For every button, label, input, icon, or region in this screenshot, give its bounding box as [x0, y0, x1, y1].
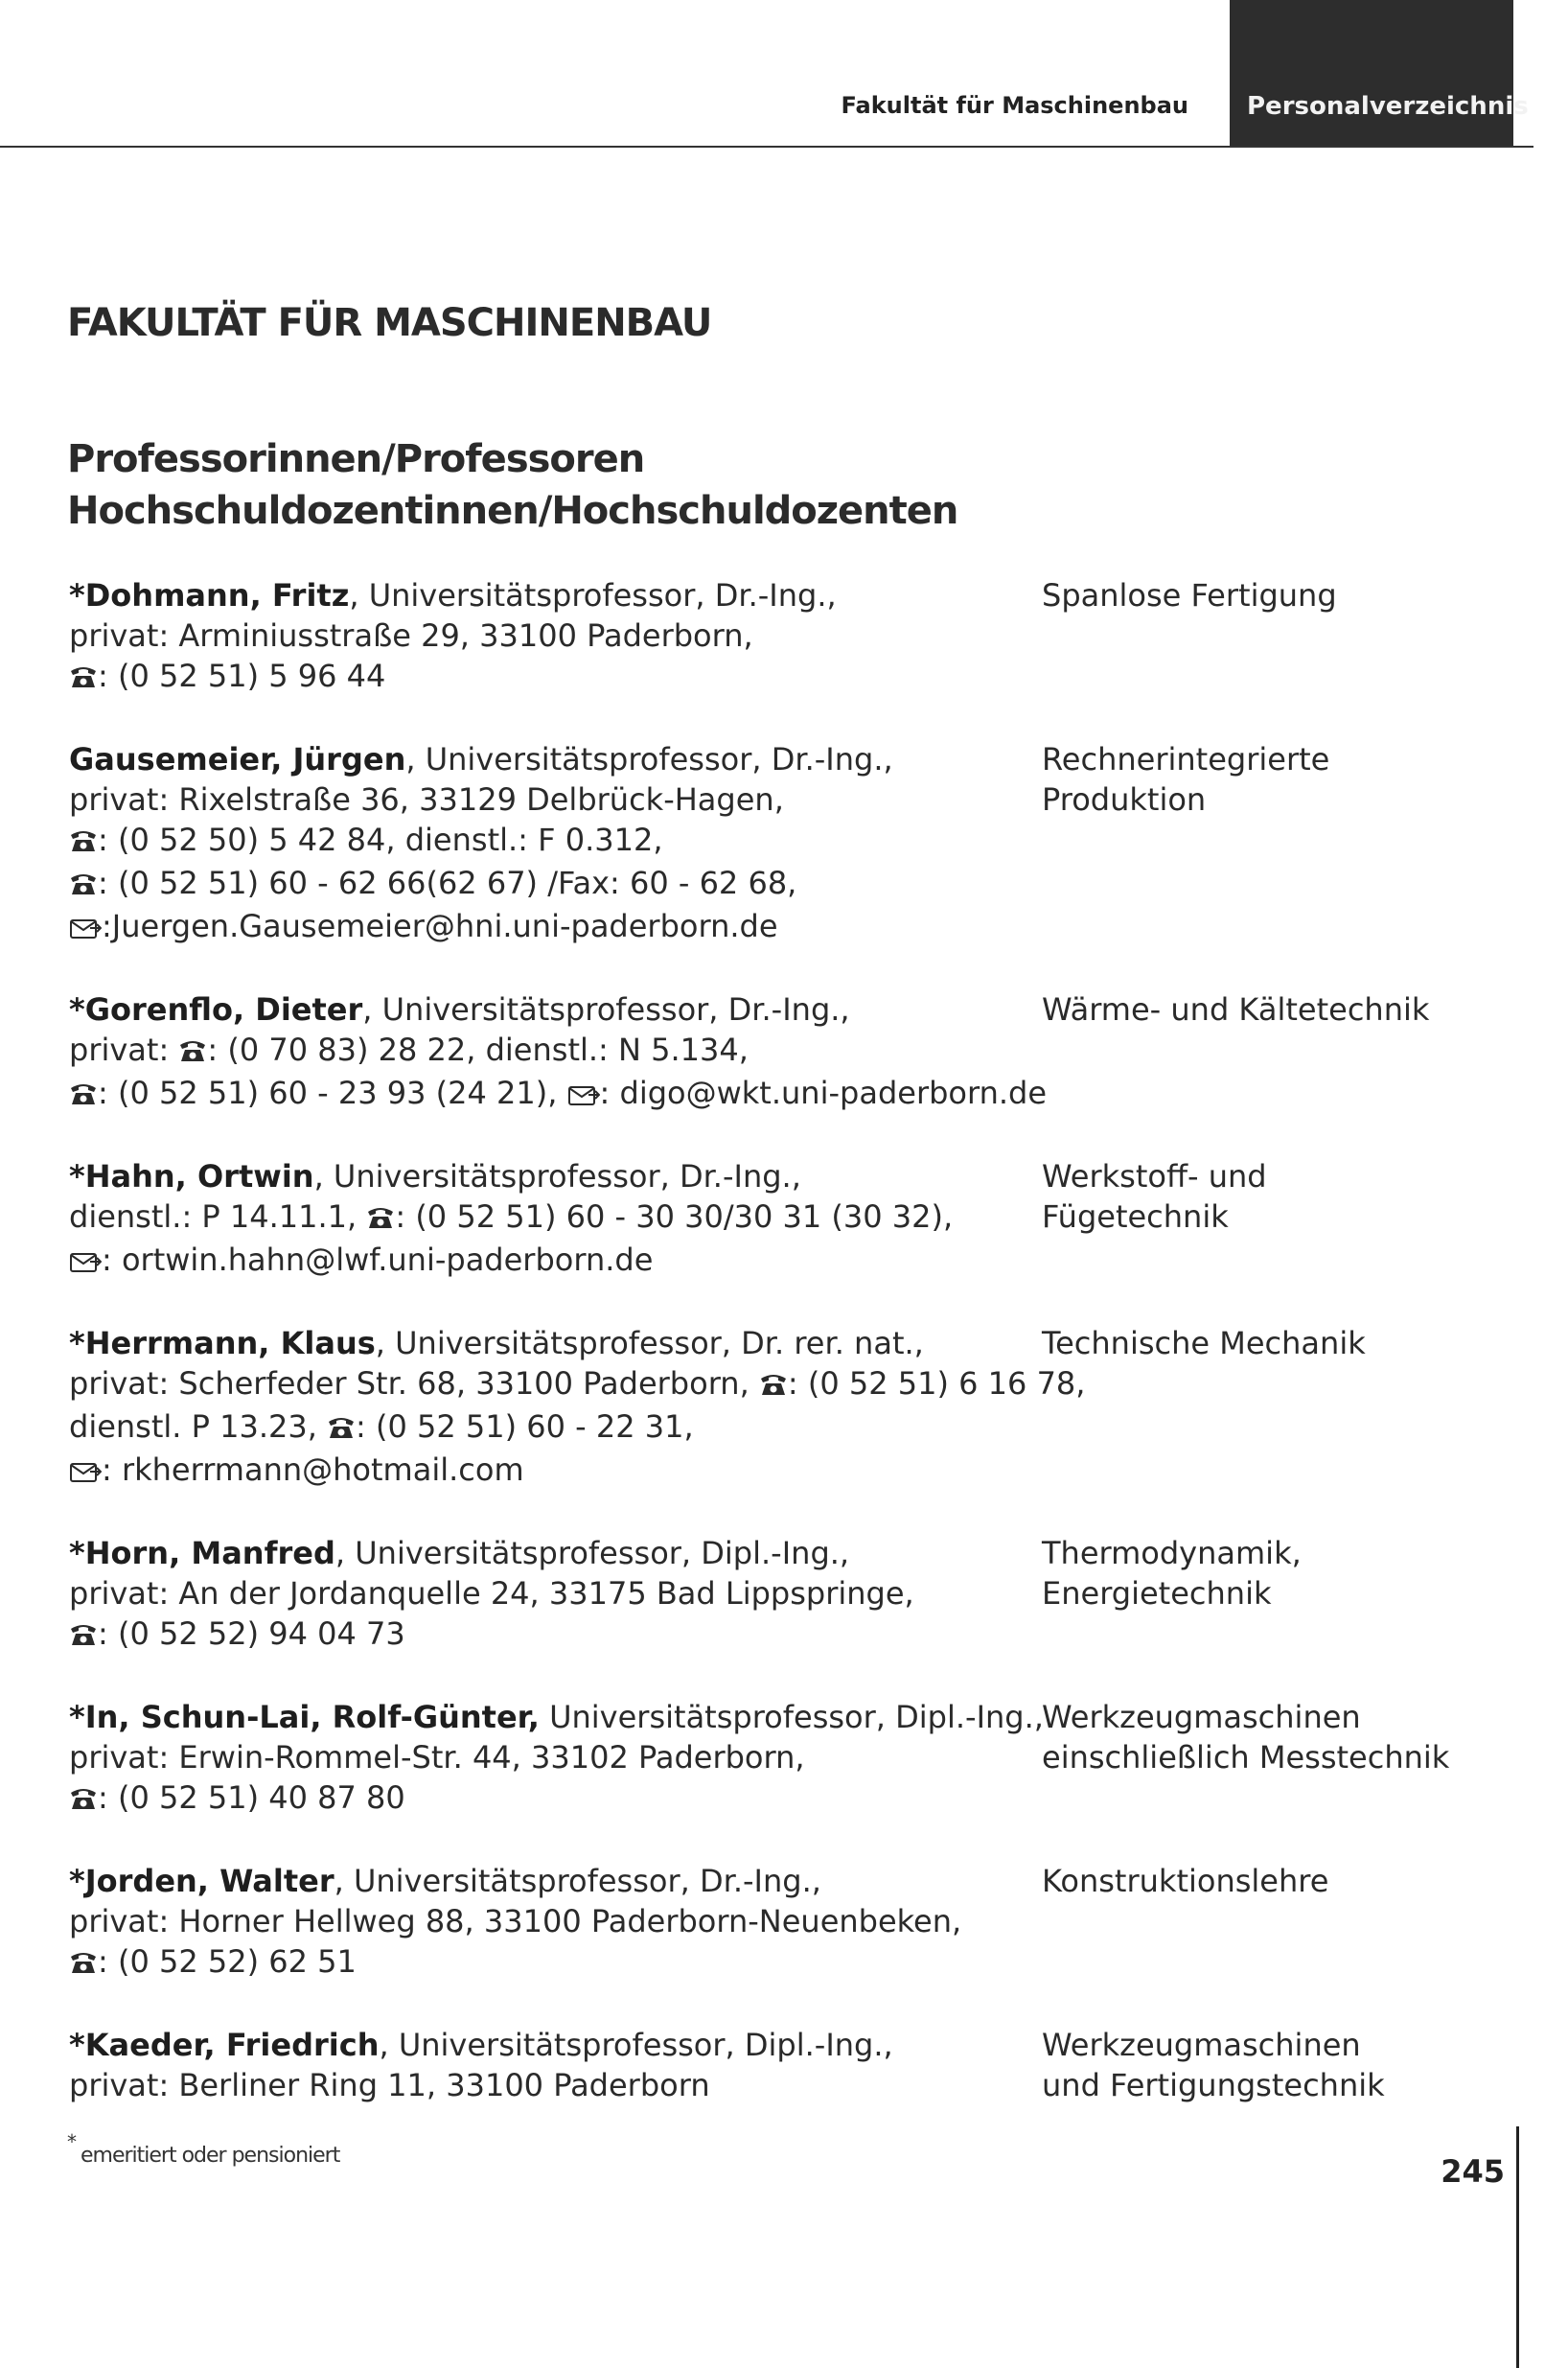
field-line: Thermodynamik,: [1042, 1535, 1302, 1571]
entry-contact: [69, 1861, 1008, 1985]
entry-name-line: [69, 739, 1008, 779]
entry-name-line: [69, 989, 1008, 1030]
entry-field-of-study: [1042, 739, 1492, 820]
contact-line: [69, 1737, 1008, 1777]
contact-line: [69, 1363, 1086, 1406]
person-name: *Dohmann, Fritz: [69, 577, 350, 614]
footnote-text: emeritiert oder pensioniert: [81, 2144, 340, 2168]
entry-field-of-study: [1042, 1533, 1492, 1613]
contact-text: privat: Erwin-Rommel-Str. 44, 33102 Paderborn,: [69, 1739, 805, 1776]
contact-text: : (0 70 83) 28 22, dienstl.: N 5.134,: [207, 1032, 749, 1068]
field-line: Werkstoff- und: [1042, 1158, 1267, 1195]
contact-text: : digo@wkt.uni-paderborn.de: [599, 1075, 1048, 1111]
telephone-icon: [69, 659, 98, 699]
entry-field-of-study: [1042, 989, 1492, 1030]
contact-text: : (0 52 51) 60 - 22 31,: [356, 1408, 694, 1445]
person-name: *Horn, Manfred: [69, 1535, 335, 1571]
entry-field-of-study: [1042, 575, 1492, 615]
person-name: *Jorden, Walter: [69, 1863, 334, 1899]
contact-text: : (0 52 50) 5 42 84, dienstl.: F 0.312,: [98, 822, 663, 858]
entry-name-line: [69, 1697, 1044, 1737]
field-line: Energietechnik: [1042, 1575, 1272, 1612]
contact-line: [69, 1901, 1008, 1941]
telephone-icon: [327, 1409, 356, 1450]
person-title: , Universitätsprofessor, Dr.-Ing.,: [349, 577, 837, 614]
footnote: [67, 2130, 340, 2168]
footnote-marker: *: [67, 2130, 76, 2153]
telephone-icon: [69, 866, 98, 906]
contact-line: [69, 906, 1008, 949]
person-title: Universitätsprofessor, Dipl.-Ing.,: [539, 1699, 1044, 1735]
telephone-icon: [69, 823, 98, 863]
entry-contact: [69, 739, 1008, 949]
person-title: , Universitätsprofessor, Dipl.-Ing.,: [334, 1535, 850, 1571]
entry-field-of-study: [1042, 1861, 1492, 1901]
field-line: Fügetechnik: [1042, 1198, 1229, 1235]
person-name: *Kaeder, Friedrich: [69, 2027, 380, 2063]
contact-line: [69, 1573, 1008, 1613]
contact-text: privat: Scherfeder Str. 68, 33100 Paderborn,: [69, 1365, 759, 1402]
section-heading: [67, 433, 957, 537]
contact-text: : (0 52 51) 5 96 44: [98, 658, 386, 694]
staff-entry: [69, 1156, 1507, 1283]
entry-name-line: [69, 1533, 1008, 1573]
contact-line: [69, 1406, 1008, 1450]
entry-contact: [69, 1533, 1008, 1657]
person-title: , Universitätsprofessor, Dr. rer. nat.,: [375, 1325, 924, 1361]
contact-text: privat: Rixelstraße 36, 33129 Delbrück-Hagen,: [69, 781, 784, 818]
email-icon: [69, 909, 102, 949]
contact-text: privat: Berliner Ring 11, 33100 Paderborn: [69, 2067, 710, 2103]
field-line: Produktion: [1042, 781, 1207, 818]
field-line: Werkzeugmaschinen: [1042, 1699, 1361, 1735]
contact-text: : (0 52 51) 60 - 23 93 (24 21),: [98, 1075, 567, 1111]
person-name: *Herrmann, Klaus: [69, 1325, 376, 1361]
contact-line: [69, 615, 1008, 656]
contact-text: : ortwin.hahn@lwf.uni-paderborn.de: [102, 1242, 654, 1278]
staff-entry: [69, 1323, 1507, 1493]
person-title: , Universitätsprofessor, Dr.-Ing.,: [334, 1863, 821, 1899]
person-name: *Hahn, Ortwin: [69, 1158, 314, 1195]
telephone-icon: [366, 1199, 395, 1240]
page-number: 245: [1441, 2153, 1505, 2190]
header-faculty-title: Fakultät für Maschinenbau: [841, 92, 1188, 119]
telephone-icon: [69, 1616, 98, 1657]
entry-contact: [69, 989, 1048, 1116]
entry-contact: [69, 575, 1008, 699]
contact-text: privat:: [69, 1032, 179, 1068]
contact-line: [69, 1240, 1008, 1283]
contact-line: [69, 1073, 1048, 1116]
contact-text: dienstl. P 13.23,: [69, 1408, 328, 1445]
contact-text: : (0 52 52) 62 51: [98, 1943, 357, 1980]
contact-text: : (0 52 51) 6 16 78,: [787, 1365, 1086, 1402]
field-line: Konstruktionslehre: [1042, 1863, 1329, 1899]
person-title: , Universitätsprofessor, Dr.-Ing.,: [405, 741, 893, 778]
page-number-rule: [1516, 2126, 1519, 2368]
telephone-icon: [178, 1033, 207, 1073]
person-name: Gausemeier, Jürgen: [69, 741, 406, 778]
contact-text: : (0 52 51) 60 - 30 30/30 31 (30 32),: [395, 1198, 954, 1235]
staff-entry: [69, 739, 1507, 949]
staff-entry: [69, 989, 1507, 1116]
entry-field-of-study: [1042, 2025, 1492, 2105]
contact-line: [69, 1030, 1008, 1073]
entry-name-line: [69, 2025, 1008, 2065]
faculty-heading: FAKULTÄT FÜR MASCHINENBAU: [67, 301, 712, 345]
email-icon: [69, 1452, 102, 1493]
person-name: *Gorenflo, Dieter: [69, 991, 363, 1028]
contact-text: : (0 52 51) 60 - 62 66(62 67) /Fax: 60 - 62 68,: [98, 865, 797, 901]
email-icon: [69, 1242, 102, 1283]
field-line: und Fertigungstechnik: [1042, 2067, 1385, 2103]
field-line: Werkzeugmaschinen: [1042, 2027, 1361, 2063]
header-divider: [0, 146, 1533, 148]
person-title: , Universitätsprofessor, Dipl.-Ing.,: [379, 2027, 893, 2063]
field-line: einschließlich Messtechnik: [1042, 1739, 1450, 1776]
entry-contact: [69, 1697, 1044, 1821]
person-name: *In, Schun-Lai, Rolf-Günter,: [69, 1699, 540, 1735]
contact-line: [69, 2065, 1008, 2105]
entry-name-line: [69, 1861, 1008, 1901]
telephone-icon: [69, 1076, 98, 1116]
contact-line: [69, 1777, 1008, 1821]
field-line: Spanlose Fertigung: [1042, 577, 1337, 614]
field-line: Wärme- und Kältetechnik: [1042, 991, 1430, 1028]
entry-name-line: [69, 575, 1008, 615]
contact-line: [69, 1941, 1008, 1985]
contact-line: [69, 1450, 1008, 1493]
contact-line: [69, 656, 1008, 699]
contact-line: [69, 779, 1008, 820]
email-icon: [567, 1076, 600, 1116]
entry-name-line: [69, 1323, 1008, 1363]
contact-text: privat: An der Jordanquelle 24, 33175 Bad Lippspringe,: [69, 1575, 914, 1612]
person-title: , Universitätsprofessor, Dr.-Ing.,: [362, 991, 850, 1028]
contact-text: : (0 52 52) 94 04 73: [98, 1615, 405, 1652]
contact-text: privat: Arminiusstraße 29, 33100 Paderborn,: [69, 617, 753, 654]
person-title: , Universitätsprofessor, Dr.-Ing.,: [313, 1158, 801, 1195]
contact-text: : rkherrmann@hotmail.com: [102, 1451, 524, 1488]
contact-line: [69, 820, 1008, 863]
field-line: Rechnerintegrierte: [1042, 741, 1330, 778]
telephone-icon: [69, 1944, 98, 1985]
staff-entry: [69, 1533, 1507, 1657]
header-tab-label: Personalverzeichnis: [1247, 92, 1529, 121]
contact-text: dienstl.: P 14.11.1,: [69, 1198, 367, 1235]
contact-line: [69, 1613, 1008, 1657]
contact-text: privat: Horner Hellweg 88, 33100 Paderborn-Neuenbeken,: [69, 1903, 962, 1939]
telephone-icon: [759, 1366, 788, 1406]
entry-field-of-study: [1042, 1323, 1492, 1363]
entry-contact: [69, 1323, 1086, 1493]
field-line: Technische Mechanik: [1042, 1325, 1366, 1361]
entry-name-line: [69, 1156, 1008, 1196]
contact-text: :Juergen.Gausemeier@hni.uni-paderborn.de: [102, 908, 778, 944]
staff-entry: [69, 575, 1507, 699]
contact-line: [69, 1196, 1008, 1240]
entry-contact: [69, 1156, 1008, 1283]
header-section-tab: [1230, 0, 1529, 146]
section-heading-line-1: Professorinnen/Professoren: [67, 437, 645, 481]
staff-directory-list: [69, 575, 1507, 2146]
entry-field-of-study: [1042, 1697, 1492, 1777]
entry-contact: [69, 2025, 1008, 2105]
contact-text: : (0 52 51) 40 87 80: [98, 1779, 405, 1816]
staff-entry: [69, 1697, 1507, 1821]
contact-line: [69, 863, 1008, 906]
staff-entry: [69, 2025, 1507, 2105]
entry-field-of-study: [1042, 1156, 1492, 1237]
telephone-icon: [69, 1780, 98, 1821]
section-heading-line-2: Hochschuldozentinnen/Hochschuldozenten: [67, 489, 958, 533]
staff-entry: [69, 1861, 1507, 1985]
